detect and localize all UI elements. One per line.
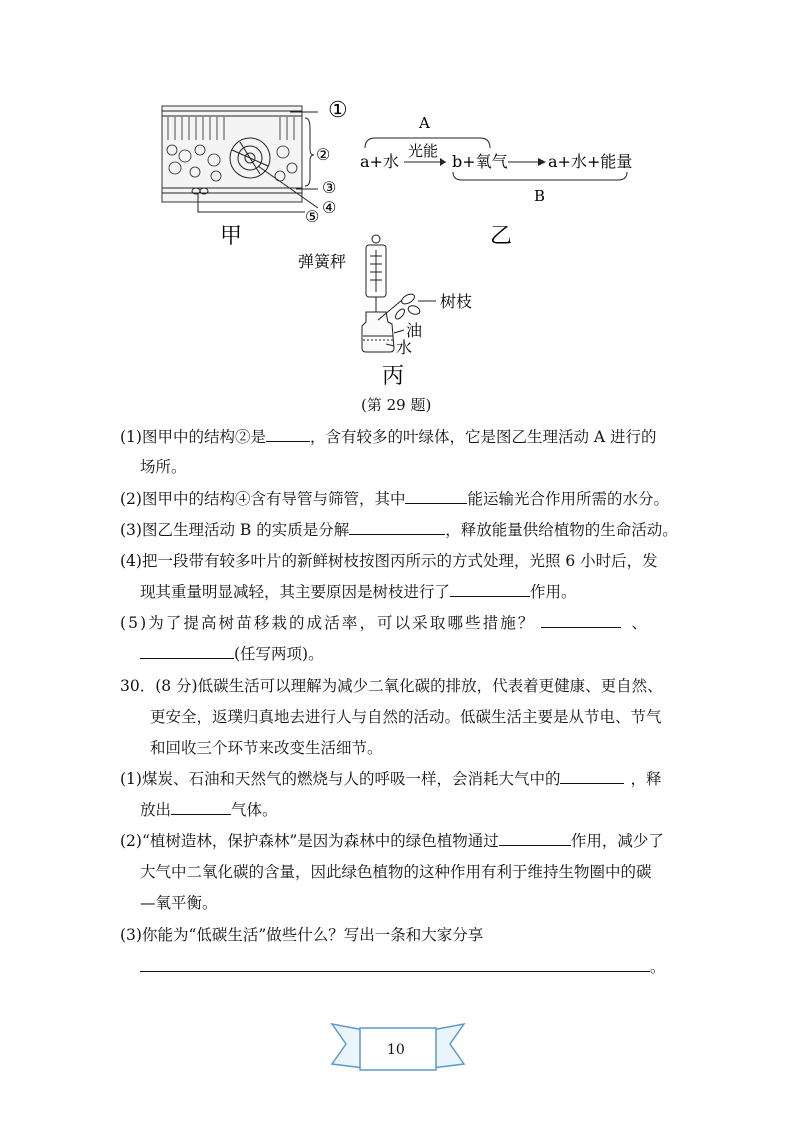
answer-blank[interactable] — [450, 582, 530, 597]
q30-part3-answer — [140, 957, 666, 977]
q30-part2-cont: 大气中二氧化碳的含量，因此绿色植物的这种作用有利于维持生物圈中的碳 — [140, 863, 652, 881]
q29-p1-text: (1)图甲中的结构②是 — [120, 428, 266, 446]
q29-part1 — [120, 427, 657, 447]
answer-blank[interactable] — [140, 957, 650, 972]
q30-part1-cont — [140, 800, 278, 820]
equation-left: a+水 — [360, 152, 399, 171]
q29-part5 — [120, 613, 647, 633]
answer-blank[interactable] — [541, 613, 621, 628]
label-jia: 甲 — [220, 224, 243, 249]
q30-p1-text2: ，释 — [630, 770, 662, 788]
q30-p2-text: (2)“植树造林，保护森林”是因为森林中的绿色植物通过 — [120, 832, 499, 850]
q29-part4-cont — [140, 582, 577, 602]
q29-part2 — [120, 489, 669, 509]
q29-p3-text: (3)图乙生理活动 B 的实质是分解 — [120, 521, 350, 539]
q30-p1-text3: 放出 — [140, 801, 172, 819]
q29-part3 — [120, 520, 678, 540]
label-A: A — [419, 114, 430, 132]
figure-area — [0, 95, 793, 395]
q30-intro-3: 和回收三个环节来改变生活细节。 — [150, 739, 383, 757]
q29-p4-text: 现其重量明显减轻，其主要原因是树枝进行了 — [140, 583, 451, 601]
answer-blank[interactable] — [266, 427, 310, 442]
label-oil: 油 — [406, 321, 423, 340]
q30-part2 — [120, 831, 664, 851]
equation-arrow-label: 光能 — [408, 142, 439, 160]
q29-part4: (4)把一段带有较多叶片的新鲜树枝按图丙所示的方式处理，光照 6 小时后，发 — [120, 552, 658, 570]
q29-p5-text2: (任写两项)。 — [234, 645, 324, 663]
q29-p4-text2: 作用。 — [530, 583, 577, 601]
q30-p2-text2: 作用，减少了 — [570, 832, 664, 850]
label-circle-4: ④ — [322, 198, 337, 217]
q30-p1-text: (1)煤炭、石油和天然气的燃烧与人的呼吸一样，会消耗大气中的 — [120, 770, 561, 788]
label-circle-2: ② — [316, 145, 331, 164]
label-bing: 丙 — [382, 364, 405, 389]
q29-part1-cont: 场所。 — [140, 458, 187, 476]
answer-blank[interactable] — [405, 489, 467, 504]
label-B: B — [534, 187, 546, 205]
label-water: 水 — [396, 338, 413, 357]
answer-blank[interactable] — [171, 800, 231, 815]
spring-balance-apparatus — [362, 235, 436, 352]
label-circle-3: ③ — [322, 178, 337, 197]
label-circle-5: ⑤ — [305, 207, 320, 226]
label-spring-scale: 弹簧秤 — [298, 252, 347, 271]
page-number: 10 — [387, 1042, 405, 1058]
q29-p5-sep: 、 — [631, 614, 647, 632]
q29-p2-text2: 能运输光合作用所需的水分。 — [467, 490, 669, 508]
answer-blank[interactable] — [560, 769, 624, 784]
equation-middle: b+氧气 — [452, 152, 508, 171]
leaf-cross-section-diagram — [162, 106, 318, 212]
q30-intro-2: 更安全，返璞归真地去进行人与自然的活动。低碳生活主要是从节电、节气 — [150, 708, 662, 726]
q30-part1 — [120, 769, 661, 789]
q30-p1-text4: 气体。 — [231, 801, 278, 819]
answer-blank[interactable] — [349, 520, 445, 535]
respiration-photosynthesis-equation — [360, 114, 632, 205]
q29-part5-cont — [140, 644, 324, 664]
label-yi: 乙 — [490, 224, 513, 249]
q29-p5-text: (5)为了提高树苗移栽的成活率，可以采取哪些措施？ — [120, 614, 536, 632]
q30-part2-cont2: —氧平衡。 — [140, 894, 218, 912]
q30-intro-1: 30．(8 分)低碳生活可以理解为减少二氧化碳的排放，代表着更健康、更自然、 — [120, 677, 663, 695]
figure-caption: (第 29 题) — [361, 396, 432, 414]
q30-p3-end: 。 — [650, 958, 666, 976]
label-branch: 树枝 — [440, 292, 473, 311]
equation-right: a+水+能量 — [548, 152, 633, 171]
q29-p3-text2: ，释放能量供给植物的生命活动。 — [445, 521, 678, 539]
answer-blank[interactable] — [499, 831, 571, 846]
label-circle-1: ① — [328, 98, 348, 123]
q29-p1-text2: ，含有较多的叶绿体，它是图乙生理活动 A 进行的 — [309, 428, 657, 446]
q30-part3: (3)你能为“低碳生活”做些什么？写出一条和大家分享 — [120, 926, 484, 944]
q29-p2-text: (2)图甲中的结构④含有导管与筛管，其中 — [120, 490, 406, 508]
answer-blank[interactable] — [140, 644, 234, 659]
